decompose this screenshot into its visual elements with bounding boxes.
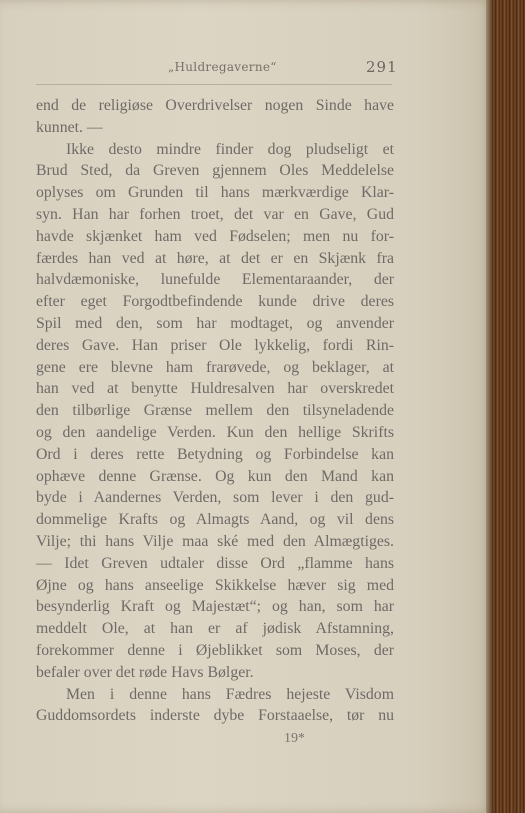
text-line: færdes han ved at høre, at det er en Skjænk fra	[36, 249, 394, 267]
text-line: halvdæmoniske, lunefulde Elementaraander, der	[36, 271, 394, 289]
text-line: deres Gave. Han priser Ole lykkelig, fordi Rin-	[36, 336, 394, 354]
header-rule	[36, 84, 392, 85]
text-line: efter eget Forgodtbefindende kunde drive deres	[36, 293, 394, 311]
body-text	[36, 95, 394, 727]
text-line: Ikke desto mindre finder dog pludseligt et	[66, 140, 394, 158]
signature-mark: 19*	[284, 731, 305, 746]
text-line: oplyses om Grunden til hans mærkværdige Klar-	[36, 184, 394, 202]
text-line: Guddomsordets inderste dybe Forstaaelse, tør nu	[36, 707, 394, 725]
text-line: befaler over det røde Havs Bølger.	[36, 663, 254, 681]
text-line: Øjne og hans anseelige Skikkelse hæver sig med	[36, 576, 394, 594]
text-line: end de religiøse Overdrivelser nogen Sinde have	[36, 97, 394, 114]
page-number: 291	[366, 58, 398, 76]
text-line: Ord i deres rette Betydning og Forbindelse kan	[36, 445, 394, 463]
text-line: byde i Aandernes Verden, som lever i den gud-	[36, 489, 394, 507]
running-title: „Huldregaverne“	[168, 60, 277, 74]
text-line: — Idet Greven udtaler disse Ord „flamme hans	[36, 554, 394, 572]
text-line: Men i denne hans Fædres hejeste Visdom	[66, 685, 394, 703]
text-line: dommelige Krafts og Almagts Aand, og vil dens	[36, 511, 394, 529]
text-line: syn. Han har forhen troet, det var en Gave, Gud	[36, 205, 394, 223]
text-line: meddelt Ole, at han er af jødisk Afstamning,	[36, 620, 394, 638]
text-line: kunnet. —	[36, 118, 103, 136]
text-line: han ved at benytte Huldresalven har overskredet	[36, 380, 394, 398]
text-line: Brud Sted, da Greven gjennem Oles Meddelelse	[36, 162, 394, 180]
text-line: havde skjænket ham ved Fødselen; men nu for-	[36, 227, 394, 245]
text-line: forekommer denne i Øjeblikket som Moses, der	[36, 641, 394, 659]
text-line: Vilje; thi hans Vilje maa ské med den Almægtiges.	[36, 532, 394, 550]
page-header	[0, 58, 492, 82]
text-line: Spil med den, som har modtaget, og anvender	[36, 314, 394, 332]
text-line: ophæve denne Grænse. Og kun den Mand kan	[36, 467, 394, 485]
text-line: gene ere blevne ham frarøvede, og beklager, at	[36, 358, 394, 376]
text-line: besynderlig Kraft og Majestæt“; og han, som har	[36, 598, 394, 616]
book-spine	[492, 0, 525, 813]
text-line: og den aandelige Verden. Kun den hellige Skrifts	[36, 423, 394, 441]
text-line: den tilbørlige Grænse mellem den tilsyneladende	[36, 402, 394, 420]
